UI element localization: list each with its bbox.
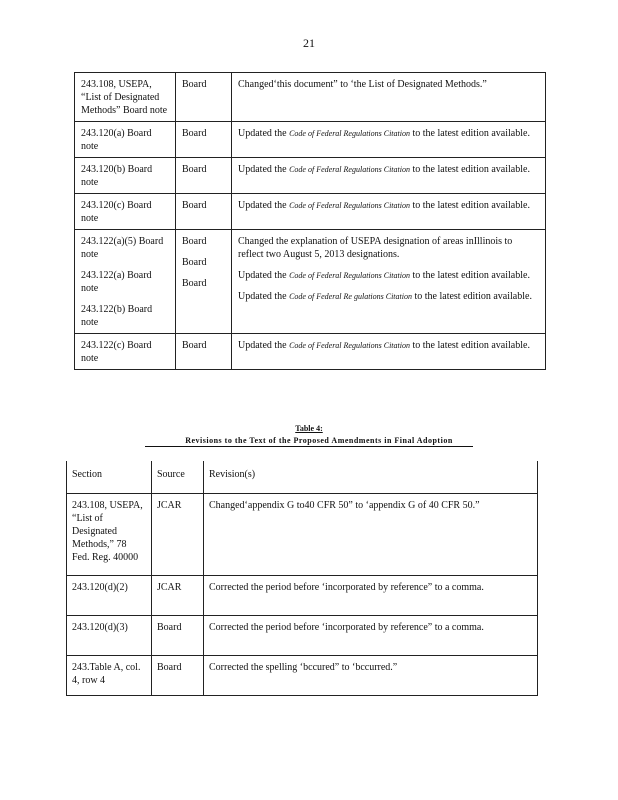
section-cell: 243.120(a) Board note — [75, 122, 176, 158]
revision-cell: Changed‘appendix G to40 CFR 50” to ‘appendix G of 40 CFR 50.” — [204, 494, 538, 576]
source-cell — [176, 230, 232, 334]
table-row — [67, 616, 538, 656]
source-cell: JCAR — [152, 576, 204, 616]
revision-cell: Changed‘this document” to ‘the List of Designated Methods.” — [232, 73, 546, 122]
section-cell: 243.120(b) Board note — [75, 158, 176, 194]
section-cell: 243.120(c) Board note — [75, 194, 176, 230]
source-text: Board — [182, 236, 207, 247]
source-cell: Board — [176, 122, 232, 158]
source-cell: Board — [176, 158, 232, 194]
section-text: 243.122(a)(5) Board note — [81, 236, 164, 260]
source-text: Board — [182, 278, 207, 289]
section-text: 243.122(b) Board note — [81, 304, 153, 328]
section-cell — [75, 230, 176, 334]
source-cell: Board — [176, 73, 232, 122]
revision-cell: Updated the Code of Federal Regulations Citation to the latest edition available. — [232, 194, 546, 230]
table-row — [75, 194, 546, 230]
table-caption-title: Table 4: — [295, 424, 323, 433]
revision-cell: Updated the Code of Federal Regulations Citation to the latest edition available. — [232, 122, 546, 158]
table-row — [67, 576, 538, 616]
section-cell: 243.108, USEPA, “List of Designated Methods” Board note — [75, 73, 176, 122]
header-revision: Revision(s) — [204, 461, 538, 494]
section-cell: 243.108, USEPA, “List of Designated Methods,” 78 Fed. Reg. 40000 — [67, 494, 152, 576]
section-text: 243.122(a) Board note — [81, 270, 152, 294]
section-cell: 243.120(d)(2) — [67, 576, 152, 616]
page-number: 21 — [303, 36, 315, 50]
revision-cell: Updated the Code of Federal Regulations Citation to the latest edition available. — [232, 334, 546, 370]
section-cell: 243.120(d)(3) — [67, 616, 152, 656]
source-cell: Board — [152, 616, 204, 656]
revisions-table-4 — [66, 461, 538, 696]
table-row — [67, 656, 538, 696]
table-header-row — [67, 461, 538, 494]
revision-text: Updated the Code of Federal Re gulations Citation to the latest edition available. — [238, 291, 532, 302]
section-cell: 243.Table A, col. 4, row 4 — [67, 656, 152, 696]
source-cell: JCAR — [152, 494, 204, 576]
revision-cell — [232, 230, 546, 334]
table-caption-subtitle: Revisions to the Text of the Proposed Amendments in Final Adoption — [0, 436, 618, 445]
table-row — [75, 230, 546, 334]
revision-cell: Updated the Code of Federal Regulations Citation to the latest edition available. — [232, 158, 546, 194]
header-source: Source — [152, 461, 204, 494]
table-row — [75, 158, 546, 194]
revision-cell: Corrected the period before ‘incorporated by reference” to a comma. — [204, 576, 538, 616]
header-section: Section — [67, 461, 152, 494]
table-row — [75, 122, 546, 158]
source-cell: Board — [176, 334, 232, 370]
revision-cell: Corrected the period before ‘incorporated by reference” to a comma. — [204, 616, 538, 656]
table-row — [67, 494, 538, 576]
table-row — [75, 73, 546, 122]
table-row — [75, 334, 546, 370]
section-cell: 243.122(c) Board note — [75, 334, 176, 370]
source-text: Board — [182, 257, 207, 268]
revision-text: Changed the explanation of USEPA designation of areas inIllinois to reflect two August 5, 2013 designations. — [238, 236, 513, 260]
source-cell: Board — [176, 194, 232, 230]
revision-cell: Corrected the spelling ‘bccured” to ‘bccurred.” — [204, 656, 538, 696]
revision-text: Updated the Code of Federal Regulations Citation to the latest edition available. — [238, 270, 530, 281]
revisions-table-3 — [74, 72, 546, 370]
source-cell: Board — [152, 656, 204, 696]
